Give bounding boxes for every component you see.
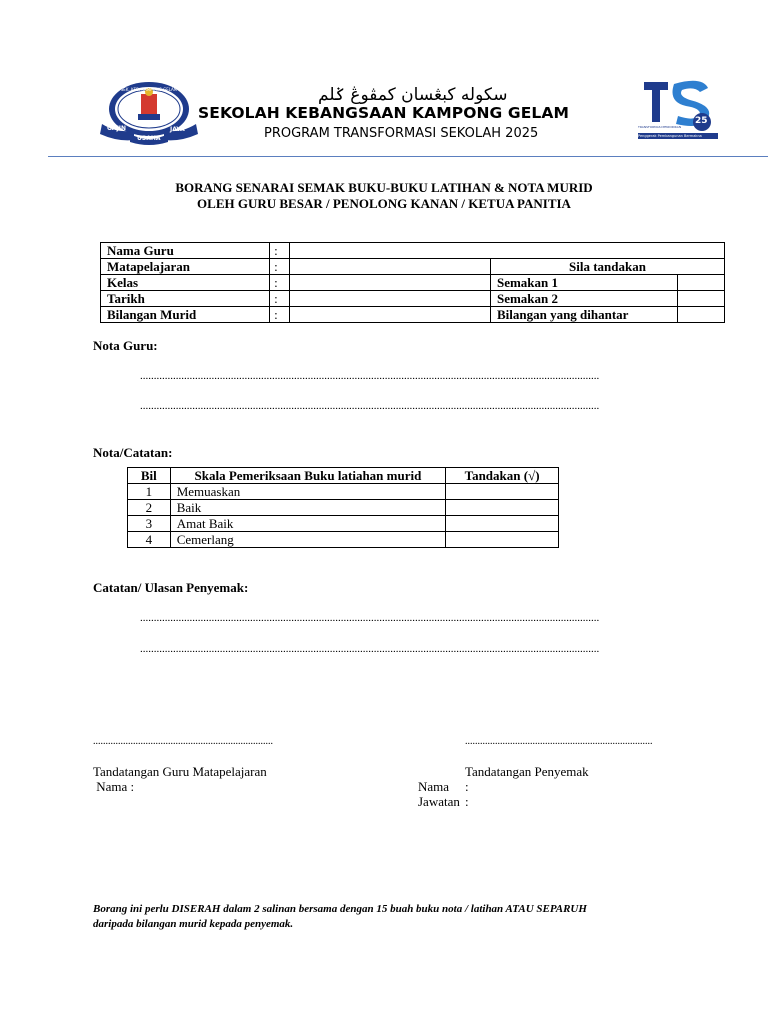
- field-nama-guru[interactable]: [290, 243, 725, 259]
- field-kelas[interactable]: [290, 275, 491, 291]
- signature-line-guru[interactable]: ........................................................................: [93, 736, 273, 747]
- crest-ring-text: SEK. KEB. KAMPONG GELAM: [120, 87, 178, 92]
- ts25-number: 25: [695, 116, 708, 126]
- scale-table: [127, 467, 559, 548]
- signature-title-guru: Tandatangan Guru Matapelajaran: [93, 764, 267, 779]
- table-row: [128, 500, 559, 516]
- label-bilangan-dihantar: Bilangan yang dihantar: [490, 307, 677, 323]
- form-title-line1: BORANG SENARAI SEMAK BUKU-BUKU LATIHAN & NOTA MURID: [175, 180, 593, 195]
- tandakan-cell[interactable]: [446, 516, 559, 532]
- colon: :: [270, 275, 290, 291]
- bil-cell: 4: [128, 532, 171, 548]
- ulasan-line-1[interactable]: .......................................................................................................................................................................: [140, 612, 600, 624]
- colon: :: [465, 794, 469, 809]
- teacher-info-table: [100, 242, 725, 323]
- row-matapelajaran: [101, 259, 725, 275]
- field-matapelajaran[interactable]: [290, 259, 491, 275]
- colon: :: [270, 243, 290, 259]
- colon: :: [270, 291, 290, 307]
- bil-cell: 2: [128, 500, 171, 516]
- ts25-mark: [638, 78, 639, 79]
- nota-guru-heading: Nota Guru:: [93, 338, 158, 353]
- crest-motto-right: JAYA: [170, 126, 185, 133]
- colon: :: [270, 259, 290, 275]
- sila-tandakan-header: Sila tandakan: [490, 259, 724, 275]
- row-tarikh: [101, 291, 725, 307]
- program-title: PROGRAM TRANSFORMASI SEKOLAH 2025: [264, 126, 539, 141]
- label-nama-guru: Nama Guru: [101, 243, 270, 259]
- skala-cell: Memuaskan: [170, 484, 445, 500]
- jawi-school-name: سکوله کبڠسان کمڤوڠ ݢلم: [318, 85, 508, 105]
- ulasan-heading: Catatan/ Ulasan Penyemak:: [93, 580, 249, 595]
- colon: :: [270, 307, 290, 323]
- scale-table-header: [128, 468, 559, 484]
- label-semakan-2: Semakan 2: [490, 291, 677, 307]
- bil-cell: 1: [128, 484, 171, 500]
- tandakan-cell[interactable]: [446, 532, 559, 548]
- checkbox-semakan-2[interactable]: [678, 291, 725, 307]
- bil-cell: 3: [128, 516, 171, 532]
- field-bilangan-dihantar[interactable]: [678, 307, 725, 323]
- table-row: [128, 484, 559, 500]
- table-row: [128, 516, 559, 532]
- footnote: [93, 902, 693, 932]
- nota-catatan-heading: Nota/Catatan:: [93, 445, 173, 460]
- col-skala: Skala Pemeriksaan Buku latiahan murid: [170, 468, 445, 484]
- form-title-line2: OLEH GURU BESAR / PENOLONG KANAN / KETUA PANITIA: [197, 196, 571, 211]
- ulasan-line-2[interactable]: .......................................................................................................................................................................: [140, 643, 600, 655]
- label-semakan-1: Semakan 1: [490, 275, 677, 291]
- ts25-caption-top: TRANSFORMASI PENDIDIKAN: [638, 125, 682, 129]
- col-tandakan: Tandakan (√): [446, 468, 559, 484]
- label-bilangan-murid: Bilangan Murid: [101, 307, 270, 323]
- school-crest-logo: [98, 80, 200, 146]
- nota-guru-line-2[interactable]: .......................................................................................................................................................................: [140, 400, 600, 412]
- field-tarikh[interactable]: [290, 291, 491, 307]
- row-kelas: [101, 275, 725, 291]
- footnote-line-1: Borang ini perlu DISERAH dalam 2 salinan bersama dengan 15 buah buku nota / latihan ATAU SEPARUH: [93, 903, 587, 915]
- label-nama-penyemak: Nama: [418, 779, 450, 794]
- ts25-caption-bottom: Penggerak Pembangunan Bermakna: [638, 133, 718, 139]
- label-tarikh: Tarikh: [101, 291, 270, 307]
- crest-motto-bottom: USAHA: [137, 135, 161, 142]
- label-kelas: Kelas: [101, 275, 270, 291]
- checkbox-semakan-1[interactable]: [678, 275, 725, 291]
- col-bil: Bil: [128, 468, 171, 484]
- ts25-logo: [638, 78, 718, 142]
- label-jawatan-penyemak: Jawatan: [418, 794, 460, 809]
- nota-guru-line-1[interactable]: .......................................................................................................................................................................: [140, 370, 600, 382]
- skala-cell: Amat Baik: [170, 516, 445, 532]
- signature-line-penyemak[interactable]: ...........................................................................: [465, 736, 653, 747]
- school-name: SEKOLAH KEBANGSAAN KAMPONG GELAM: [198, 104, 569, 122]
- tandakan-cell[interactable]: [446, 484, 559, 500]
- skala-cell: Cemerlang: [170, 532, 445, 548]
- skala-cell: Baik: [170, 500, 445, 516]
- footnote-line-2: daripada bilangan murid kepada penyemak.: [93, 918, 294, 930]
- signature-nama-guru: Nama :: [93, 779, 135, 794]
- colon: :: [465, 779, 469, 794]
- row-bilangan-murid: [101, 307, 725, 323]
- tandakan-cell[interactable]: [446, 500, 559, 516]
- label-matapelajaran: Matapelajaran: [101, 259, 270, 275]
- crest-motto-left: GAJIN: [107, 125, 127, 132]
- field-bilangan-murid[interactable]: [290, 307, 491, 323]
- header-divider: [48, 156, 768, 157]
- table-row: [128, 532, 559, 548]
- row-nama-guru: [101, 243, 725, 259]
- signature-title-penyemak: Tandatangan Penyemak: [465, 764, 589, 779]
